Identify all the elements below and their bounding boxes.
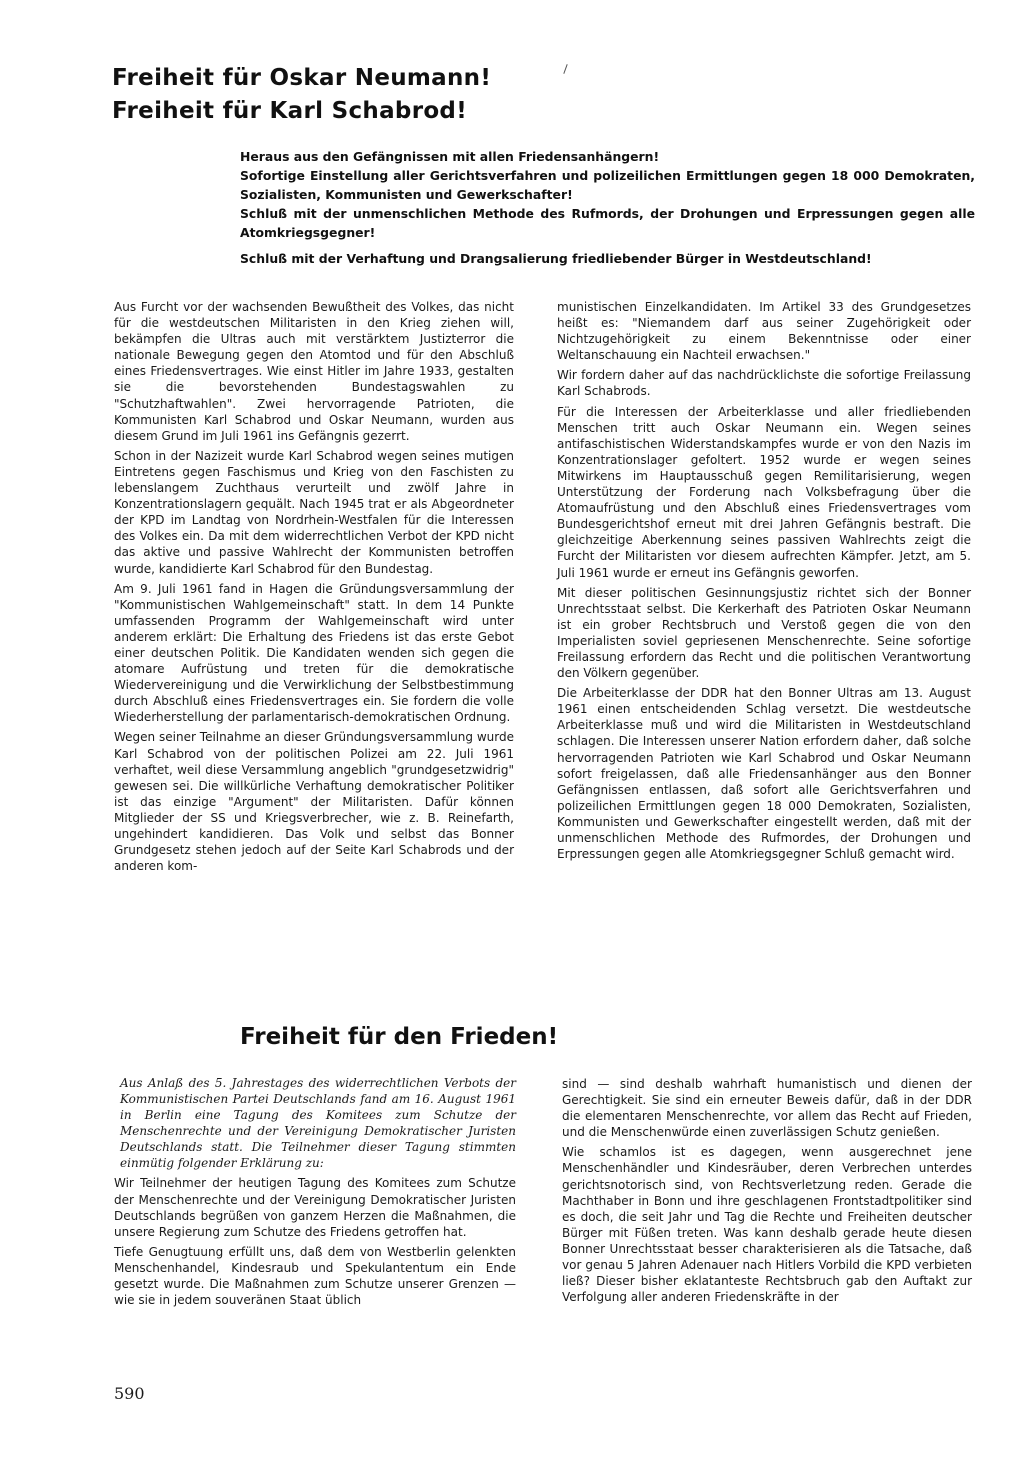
paragraph: Die Arbeiterklasse der DDR hat den Bonner Ultras am 13. August 1961 einen entscheidenden Schlag versetzt. Die westdeutsche Arbeiterklasse muß und wird die Militaristen in Westdeutschland schlagen. Die Interessen unserer Nation erfordern daher, daß solche hervorragenden Patrioten wie Karl Schabrod und Oskar Neumann sofort freigelassen, daß alle Friedensanhänger aus den Bonner Gefängnissen entlassen, daß sofort alle Gerichtsverfahren und polizeilichen Ermittlungen gegen 18 000 Demokraten, Sozialisten, Kommunisten und Gewerkschafter eingestellt werden, daß mit der unmenschlichen Methode des Rufmordes, der Drohungen und Erpressungen gegen alle Atomkriegsgegner Schluß gemacht wird. <box>557 686 971 862</box>
paragraph: Wegen seiner Teilnahme an dieser Gründungsversammlung wurde Karl Schabrod von der politischen Polizei am 22. Juli 1961 verhaftet, weil diese Versammlung angeblich "grundgesetzwidrig" gewesen sei. Die willkürliche Verhaftung demokratischer Politiker ist das einzige "Argument" der Militaristen. Dafür können Mitglieder der SS und Kriegsverbrecher, wie z. B. Reinefarth, ungehindert kandidieren. Das Volk und selbst das Bonner Grundgesetz stehen jedoch auf der Seite Karl Schabrods und der anderen kom- <box>114 730 514 874</box>
paragraph: Wir fordern daher auf das nachdrücklichste die sofortige Freilassung Karl Schabrods. <box>557 368 971 399</box>
demand-line: Heraus aus den Gefängnissen mit allen Friedensanhängern! <box>240 149 660 164</box>
article-column-left <box>114 299 514 878</box>
paragraph: Schon in der Nazizeit wurde Karl Schabrod wegen seines mutigen Eintretens gegen Faschismus und Krieg von den Faschisten zu lebenslangem Zuchthaus verurteilt und zwölf Jahre in Konzentrationslagern gequält. Nach 1945 trat er als Abgeordneter der KPD im Landtag von Nordrhein-Westfalen für die Interessen des Volkes ein. Da mit dem widerrechtlichen Verbot der KPD nicht das aktive und passive Wahlrecht der Kommunisten betroffen wurde, kandidierte Karl Schabrod für den Bundestag. <box>114 448 514 576</box>
demand-line: Schluß mit der Verhaftung und Drangsalierung friedliebender Bürger in Westdeutschland! <box>240 251 872 266</box>
headline-line: Freiheit für Karl Schabrod! <box>112 98 467 124</box>
demand-line: Sofortige Einstellung aller Gerichtsverfahren und polizeilichen Ermittlungen gegen 18 000 Demokraten, Sozialisten, Kommunisten und Gewerkschafter! <box>240 168 975 202</box>
paragraph: Mit dieser politischen Gesinnungsjustiz richtet sich der Bonner Unrechtsstaat selbst. Die Kerkerhaft des Patrioten Oskar Neumann ist ein grober Rechtsbruch und Verstoß gegen die von den Imperialisten soviel gepriesenen Menschenrechte. Seine sofortige Freilassung erfordern das Recht und die politischen Verantwortung den Völkern gegenüber. <box>557 585 971 681</box>
demand-line: Schluß mit der unmenschlichen Methode des Rufmords, der Drohungen und Erpressungen gegen alle Atomkriegsgegner! <box>240 206 975 240</box>
second-article-column-left <box>114 1076 516 1312</box>
intro-paragraph: Aus Anlaß des 5. Jahrestages des widerrechtlichen Verbots der Kommunistischen Partei Deutschlands fand am 16. August 1961 in Berlin eine Tagung des Komitees zum Schutze der Menschenrechte und der Vereinigung Demokratischer Juristen Deutschlands statt. Die Teilnehmer dieser Tagung stimmten einmütig folgender Erklärung zu: <box>120 1076 516 1170</box>
demands-block <box>240 147 975 268</box>
paragraph: sind — sind deshalb wahrhaft humanistisch und dienen der Gerechtigkeit. Sie sind ein erneuter Beweis dafür, daß in der DDR die elementaren Menschenrechte, vor allem das Recht auf Frieden, und die Menschenwürde einen zuverlässigen Schutz genießen. <box>562 1077 972 1140</box>
paragraph: Wie schamlos ist es dagegen, wenn ausgerechnet jene Menschenhändler und Kindesräuber, deren Verbrechen unterdes gerichtsnotorisch sind, von Rechtsverletzung reden. Gerade die Machthaber in Bonn und ihre geschlagenen Frontstadtpolitiker sind es doch, die seit Jahr und Tag die Rechte und Freiheiten deutscher Bürger mit Füßen treten. Was kann deshalb gerade heute diesen Bonner Unrechtsstaat besser charakterisieren als die Tatsache, daß vor genau 5 Jahren Adenauer nach Hitlers Vorbild die KPD verbieten ließ? Dieser bisher eklatanteste Rechtsbruch gab den Auftakt zur Verfolgung aller anderen Friedenskräfte in der <box>562 1145 972 1305</box>
article-column-right <box>557 299 971 866</box>
paragraph: Aus Furcht vor der wachsenden Bewußtheit des Volkes, das nicht für die westdeutschen Militaristen in den Krieg ziehen will, bekämpfen die Ultras auch mit verstärktem Justizterror die nationale Bewegung gegen den Atomtod und für den Abschluß eines Friedensvertrages. Wie einst Hitler im Jahre 1933, gestalten sie die bevorstehenden Bundestagswahlen zu "Schutzhaftwahlen". Zwei hervorragende Patrioten, die Kommunisten Karl Schabrod und Oskar Neumann, wurden aus diesem Grund im Juli 1961 ins Gefängnis gezerrt. <box>114 300 514 443</box>
second-article-column-right <box>562 1076 972 1309</box>
paragraph: Tiefe Genugtuung erfüllt uns, daß dem von Westberlin gelenkten Menschenhandel, Kindesraub und Spekulantentum ein Ende gesetzt wurde. Die Maßnahmen zum Schutze unserer Grenzen — wie sie in jedem souveränen Staat üblich <box>114 1244 516 1308</box>
paragraph: Für die Interessen der Arbeiterklasse und aller friedliebenden Menschen tritt auch Oskar Neumann ein. Wegen seines antifaschistischen Widerstandskampfes wurde er von den Nazis im Konzentrationslager gefoltert. 1952 wurde er wegen seines Mitwirkens im Hauptausschuß gegen Remilitarisierung, wegen Unterstützung der Forderung nach Volksbefragung über die Atomaufrüstung und den Abschluß eines Friedensvertrages vom Bundesgerichtshof erneut mit drei Jahren Gefängnis bestraft. Die gleichzeitige Aberkennung seines passiven Wahlrechts zeigt die Furcht der Militaristen vor diesem aufrechten Kämpfer. Jetzt, am 5. Juli 1961 wurde er erneut ins Gefängnis geworfen. <box>557 404 971 580</box>
headline-line: Freiheit für Oskar Neumann! <box>112 65 492 91</box>
article-headline <box>112 62 672 128</box>
second-article-headline: Freiheit für den Frieden! <box>240 1024 559 1050</box>
page-number: 590 <box>114 1384 145 1403</box>
paragraph: Am 9. Juli 1961 fand in Hagen die Gründungsversammlung der "Kommunistischen Wahlgemeinschaft" statt. In dem 14 Punkte umfassenden Programm der Wahlgemeinschaft wird unter anderem erklärt: Die Erhaltung des Friedens ist das erste Gebot einer deutschen Politik. Die Kandidaten wenden sich gegen die atomare Aufrüstung und treten für die demokratische Wiedervereinigung und die Verwirklichung der Selbstbestimmung durch Abschluß eines Friedensvertrages ein. Sie fordern die volle Wiederherstellung der parlamentarisch-demokratischen Ordnung. <box>114 581 514 725</box>
paragraph: munistischen Einzelkandidaten. Im Artikel 33 des Grundgesetzes heißt es: "Niemandem darf aus seiner Zugehörigkeit oder Nichtzugehörigkeit zu einem Bekenntnisse oder einer Weltanschauung ein Nachteil erwachsen." <box>557 300 971 363</box>
paragraph: Wir Teilnehmer der heutigen Tagung des Komitees zum Schutze der Menschenrechte und der Vereinigung Demokratischer Juristen Deutschlands begrüßen von ganzem Herzen die Maßnahmen, die unsere Regierung zum Schutze des Friedens getroffen hat. <box>114 1176 516 1239</box>
